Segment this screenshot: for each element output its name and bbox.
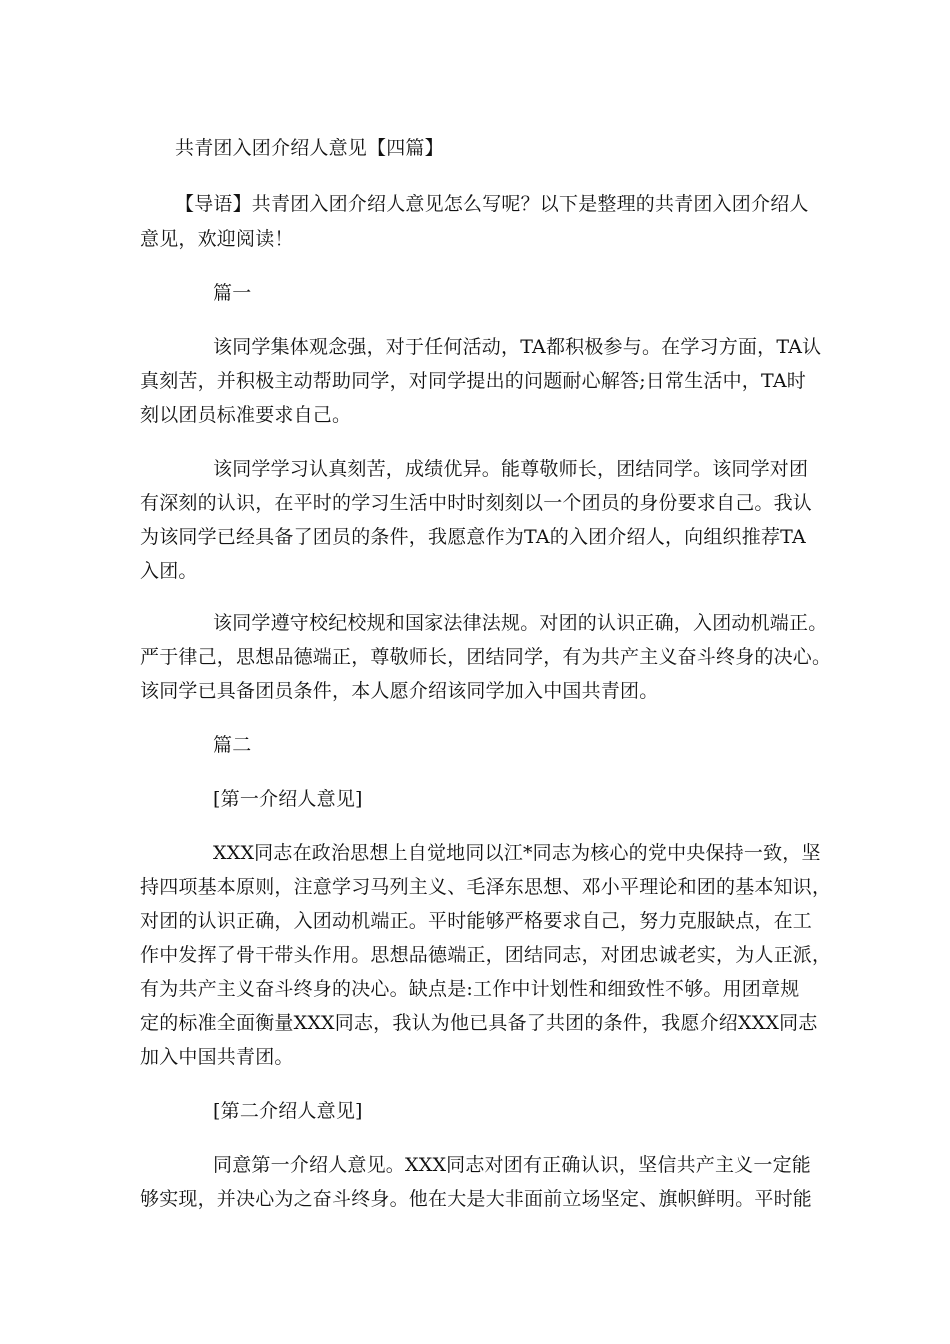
paragraph-line: 刻以团员标准要求自己。 [140,404,352,426]
paragraph-line: 有深刻的认识，在平时的学习生活中时时刻刻以一个团员的身份要求自己。我认 [140,492,813,514]
paragraph-line: 加入中国共青团。 [140,1046,294,1068]
paragraph-line: 入团。 [140,560,198,582]
paragraph-line: 该同学学习认真刻苦，成绩优异。能尊敬师长，团结同学。该同学对团 [213,458,809,480]
intro-line: 意见，欢迎阅读！ [140,228,294,250]
paragraph-line: 严于律己，思想品德端正，尊敬师长，团结同学，有为共产主义奋斗终身的决心。 [140,646,832,668]
intro-line: 【导语】共青团入团介绍人意见怎么写呢？以下是整理的共青团入团介绍人 [175,193,809,215]
paragraph-line: 有为共产主义奋斗终身的决心。缺点是:工作中计划性和细致性不够。用团章规 [140,978,800,1000]
paragraph-line: 定的标准全面衡量XXX同志，我认为他已具备了共团的条件，我愿介绍XXX同志 [140,1012,818,1034]
paragraph-line: 作中发挥了骨干带头作用。思想品德端正，团结同志，对团忠诚老实，为人正派， [140,944,832,966]
paragraph-line: 对团的认识正确，入团动机端正。平时能够严格要求自己，努力克服缺点，在工 [140,910,813,932]
paragraph-line: 真刻苦，并积极主动帮助同学，对同学提出的问题耐心解答;日常生活中，TA时 [140,370,806,392]
paragraph-line: XXX同志在政治思想上自觉地同以江*同志为核心的党中央保持一致，坚 [213,842,821,864]
paragraph-line: 同意第一介绍人意见。XXX同志对团有正确认识，坚信共产主义一定能 [213,1154,811,1176]
paragraph-line: 该同学遵守校纪校规和国家法律法规。对团的认识正确，入团动机端正。 [213,612,828,634]
document-title: 共青团入团介绍人意见【四篇】 [175,137,444,159]
paragraph-line: 该同学集体观念强，对于任何活动，TA都积极参与。在学习方面，TA认 [213,336,822,358]
paragraph-line: 持四项基本原则，注意学习马列主义、毛泽东思想、邓小平理论和团的基本知识， [140,876,832,898]
paragraph-line: 为该同学已经具备了团员的条件，我愿意作为TA的入团介绍人，向组织推荐TA [140,526,806,548]
paragraph-line: 够实现，并决心为之奋斗终身。他在大是大非面前立场坚定、旗帜鲜明。平时能 [140,1188,813,1210]
subheading: [第一介绍人意见] [213,788,363,810]
section-heading: 篇一 [213,282,252,304]
subheading: [第二介绍人意见] [213,1100,363,1122]
section-heading: 篇二 [213,734,252,756]
paragraph-line: 该同学已具备团员条件，本人愿介绍该同学加入中国共青团。 [140,680,659,702]
